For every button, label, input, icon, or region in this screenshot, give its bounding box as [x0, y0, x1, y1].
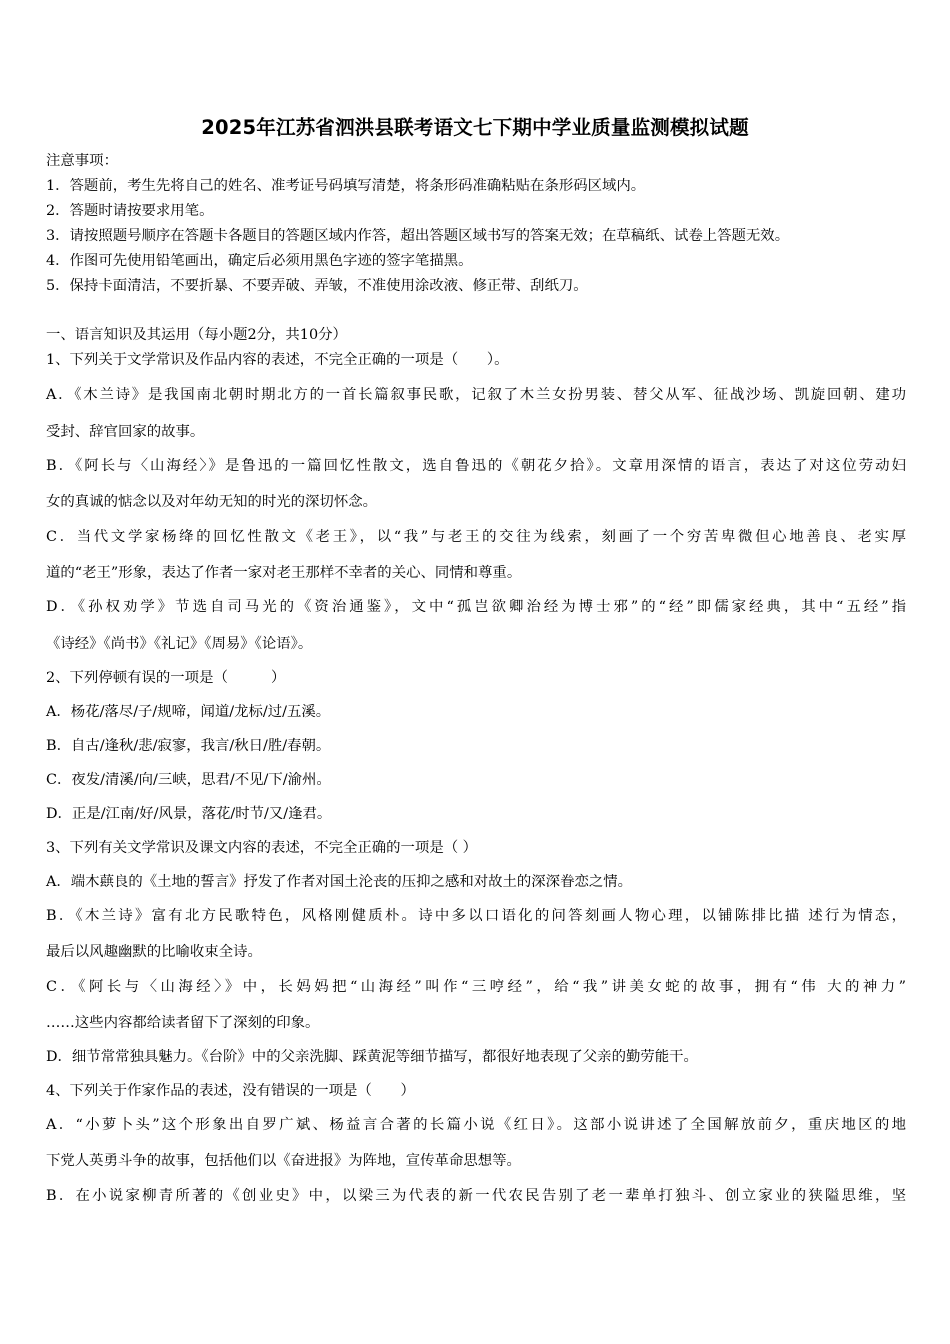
notice-item: 2．答题时请按要求用笔。 — [46, 203, 214, 219]
notice-heading: 注意事项： — [46, 153, 118, 169]
question-stem: 2、下列停顿有误的一项是（ ） — [46, 670, 286, 686]
notice-item: 1．答题前，考生先将自己的姓名、准考证号码填写清楚，将条形码准确粘贴在条形码区域内。 — [46, 178, 646, 194]
option-b-line1: B．《木兰诗》富有北方民歌特色，风格刚健质朴。诗中多以口语化的问答刻画人物心理，以铺陈排比描 述行为情态， — [46, 908, 906, 924]
option-b-line1: B．在小说家柳青所著的《创业史》中，以梁三为代表的新一代农民告别了老一辈单打独斗、创立家业的狭隘思维，坚 — [46, 1188, 906, 1204]
section-heading: 一、语言知识及其运用（每小题2分，共10分） — [46, 327, 347, 343]
option-b-line2: 女的真诚的惦念以及对年幼无知的时光的深切怀念。 — [46, 494, 377, 510]
option-b-line1: B．《阿长与〈山海经〉》是鲁迅的一篇回忆性散文，选自鲁迅的《朝花夕拾》。文章用深情的语言，表达了对这位劳动妇 — [46, 458, 906, 474]
option-d: D．正是/江南/好/风景，落花/时节/又/逢君。 — [46, 806, 332, 822]
option-b: B．自古/逢秋/悲/寂寥，我言/秋日/胜/春朝。 — [46, 738, 331, 754]
option-a: A．杨花/落尽/子/规啼，闻道/龙标/过/五溪。 — [46, 704, 331, 720]
notice-item: 3．请按照题号顺序在答题卡各题目的答题区域内作答，超出答题区域书写的答案无效；在草稿纸、试卷上答题无效。 — [46, 228, 790, 244]
notice-item: 4．作图可先使用铅笔画出，确定后必须用黑色字迹的签字笔描黑。 — [46, 253, 473, 269]
question-stem: 4、下列关于作家作品的表述，没有错误的一项是（ ） — [46, 1083, 415, 1099]
option-a: A．端木蕻良的《土地的誓言》抒发了作者对国土沦丧的压抑之感和对故土的深深眷恋之情。 — [46, 874, 633, 890]
question-stem: 3、下列有关文学常识及课文内容的表述，不完全正确的一项是（ ） — [46, 840, 478, 856]
option-b-line2: 最后以风趣幽默的比喻收束全诗。 — [46, 944, 262, 960]
question-stem: 1、下列关于文学常识及作品内容的表述，不完全正确的一项是（ ）。 — [46, 352, 509, 368]
page-title: 2025年江苏省泗洪县联考语文七下期中学业质量监测模拟试题 — [201, 116, 749, 139]
option-d: D．细节常常独具魅力。《台阶》中的父亲洗脚、踩黄泥等细节描写，都很好地表现了父亲的勤劳能干。 — [46, 1049, 698, 1065]
option-c-line1: C．《阿长与〈山海经〉》中，长妈妈把“山海经”叫作“三哼经”，给“我”讲美女蛇的故事，拥有“伟 大的神力” — [46, 979, 906, 995]
option-a-line1: A．“小萝卜头”这个形象出自罗广斌、杨益言合著的长篇小说《红日》。这部小说讲述了全国解放前夕，重庆地区的地 — [46, 1117, 906, 1133]
option-c-line1: C．当代文学家杨绛的回忆性散文《老王》，以“我”与老王的交往为线索，刻画了一个穷苦卑微但心地善良、老实厚 — [46, 529, 906, 545]
option-c-line2: 道的“老王”形象，表达了作者一家对老王那样不幸者的关心、同情和尊重。 — [46, 565, 522, 581]
option-c: C．夜发/清溪/向/三峡，思君/不见/下/渝州。 — [46, 772, 331, 788]
option-c-line2: ……这些内容都给读者留下了深刻的印象。 — [46, 1015, 320, 1031]
option-a-line1: A．《木兰诗》是我国南北朝时期北方的一首长篇叙事民歌，记叙了木兰女扮男装、替父从军、征战沙场、凯旋回朝、建功 — [46, 387, 906, 403]
option-d-line2: 《诗经》《尚书》《礼记》《周易》《论语》。 — [46, 636, 313, 652]
option-d-line1: D．《孙权劝学》节选自司马光的《资治通鉴》，文中“孤岂欲卿治经为博士邪”的“经”即儒家经典，其中“五经”指 — [46, 599, 906, 615]
option-a-line2: 受封、辞官回家的故事。 — [46, 424, 205, 440]
option-a-line2: 下党人英勇斗争的故事，包括他们以《奋进报》为阵地，宣传革命思想等。 — [46, 1153, 521, 1169]
notice-item: 5．保持卡面清洁，不要折暴、不要弄破、弄皱，不准使用涂改液、修正带、刮纸刀。 — [46, 278, 588, 294]
